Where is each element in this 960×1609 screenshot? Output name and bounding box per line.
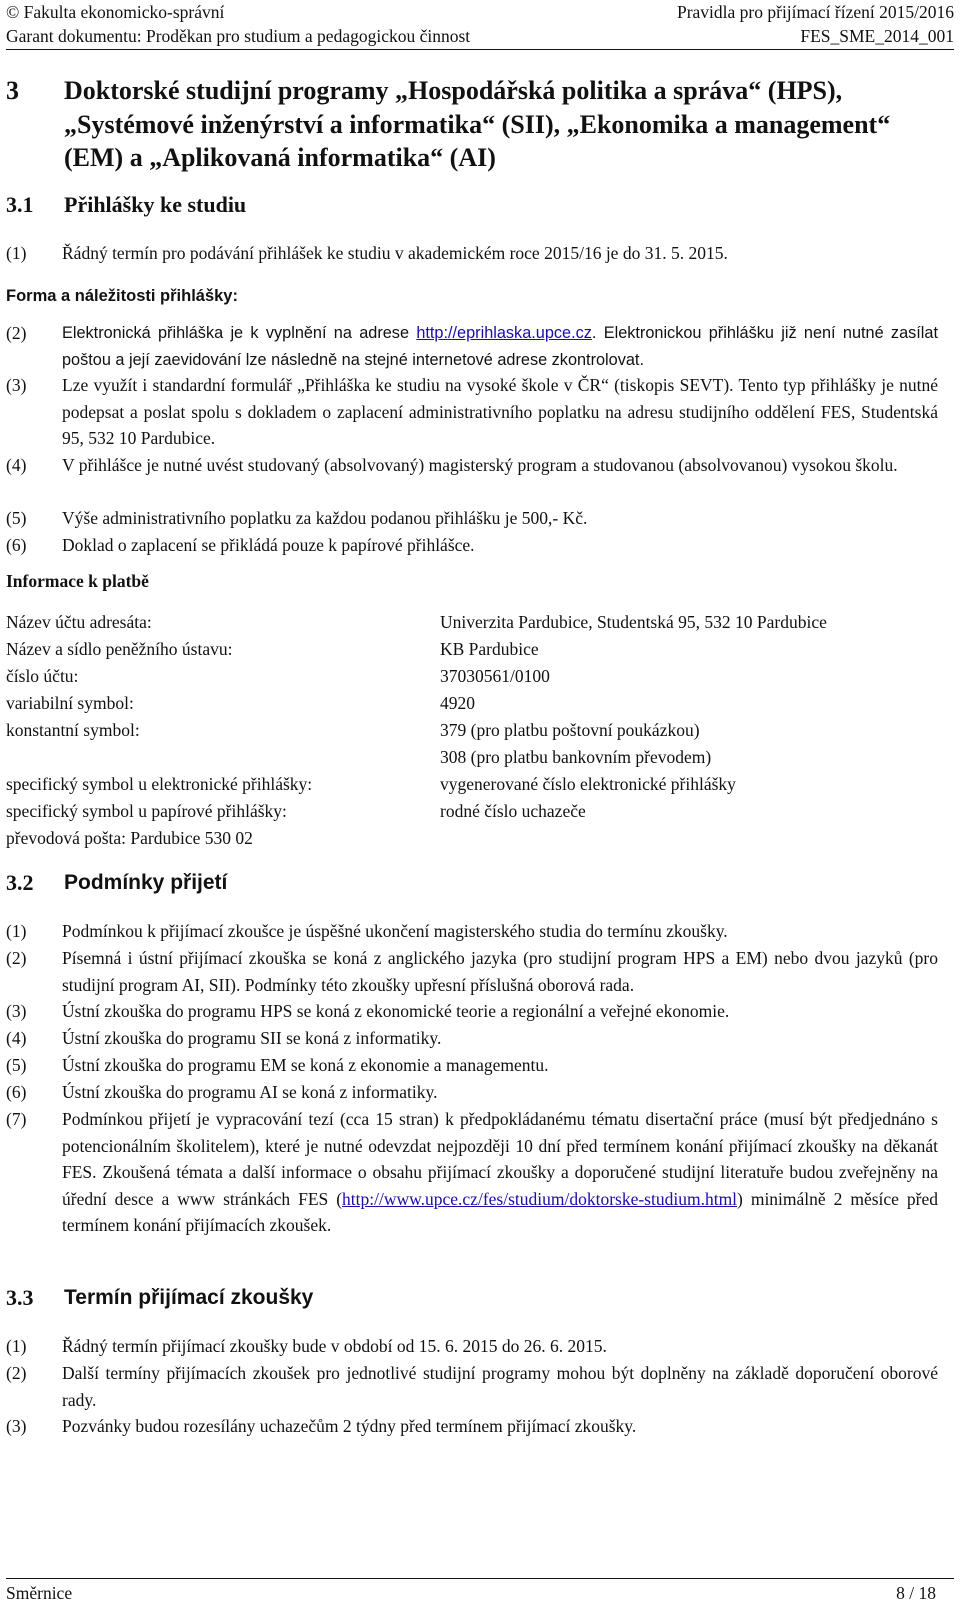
paragraph-number: (2) (6, 323, 27, 343)
payment-value: vygenerované číslo elektronické přihlášky (440, 774, 736, 794)
payment-value: 308 (pro platbu bankovním převodem) (440, 747, 712, 767)
payment-label: specifický symbol u elektronické přihlášky: (6, 774, 313, 794)
paragraph-number: (2) (6, 1363, 27, 1383)
header-divider (6, 49, 954, 50)
payment-value: KB Pardubice (440, 639, 539, 659)
paragraph-number: (6) (6, 1082, 27, 1102)
application-form-heading: Forma a náležitosti přihlášky: (6, 287, 238, 305)
paragraph-number: (1) (6, 921, 27, 941)
paragraph-text: Doklad o zaplacení se přikládá pouze k papírové přihlášce. (62, 535, 475, 555)
payment-label: variabilní symbol: (6, 693, 134, 713)
payment-value: 4920 (440, 693, 475, 713)
paragraph-number: (3) (6, 1416, 27, 1436)
paragraph-number: (1) (6, 243, 27, 263)
text-fragment: Podmínkou přijetí je vypracování tezí (cca 15 stran) k předpokládanému tématu disertační práce (musí být předjednáno s potencionálním školitelem), které je nutné odevzdat nejpozději 10 dní před termínem konání přijímací zkoušky na děkanát FES. Zkoušená témata a další informace o obsahu přijímací zkoušky a doporučené studijní literatuře budou zveřejněny na úřední desce a www stránkách FES ( (62, 1109, 938, 1209)
payment-value: 379 (pro platbu poštovní poukázkou) (440, 720, 700, 740)
header-faculty: © Fakulta ekonomicko-správní (6, 2, 225, 22)
paragraph-text: Další termíny přijímacích zkoušek pro jednotlivé studijní programy mohou být doplněny na základě doporučení oborové rady. (62, 1363, 938, 1410)
section-title: Termín přijímací zkoušky (64, 1286, 314, 1309)
paragraph-number: (4) (6, 1028, 27, 1048)
paragraph-number: (4) (6, 455, 27, 475)
payment-value: rodné číslo uchazeče (440, 801, 586, 821)
paragraph-number: (6) (6, 535, 27, 555)
header-guarantor: Garant dokumentu: Proděkan pro studium a pedagogickou činnost (6, 26, 471, 46)
paragraph-text: Ústní zkouška do programu HPS se koná z ekonomické teorie a regionální a veřejné ekonomie. (62, 1001, 730, 1021)
payment-label: Název a sídlo peněžního ústavu: (6, 639, 233, 659)
text-fragment: ) minimálně 2 měsíce před termínem konání přijímacích zkoušek. (62, 1188, 938, 1235)
paragraph-text (62, 1106, 938, 1239)
paragraph-text: Pozvánky budou rozesílány uchazečům 2 týdny před termínem přijímací zkoušky. (62, 1416, 637, 1436)
header-doc-title: Pravidla pro přijímací řízení 2015/2016 (676, 2, 954, 22)
page-number: 8 / 18 (896, 1583, 936, 1603)
footer-doc-type: Směrnice (6, 1583, 73, 1603)
text-fragment: . Elektronickou přihlášku již není nutné zasílat poštou a její zaevidování lze následně na stejné internetové adrese zkontrolovat. (62, 324, 938, 369)
section-number: 3.3 (6, 1285, 34, 1310)
payment-label: Název účtu adresáta: (6, 612, 152, 632)
paragraph-text: Ústní zkouška do programu SII se koná z informatiky. (62, 1028, 442, 1048)
paragraph-text: Písemná i ústní přijímací zkouška se koná z anglického jazyka (pro studijní program HPS a EM) nebo dvou jazyků (pro studijní program AI, SII). Podmínky této zkoušky upřesní příslušná oborová rada. (62, 948, 938, 995)
section-number: 3.1 (6, 192, 34, 217)
paragraph-text: Ústní zkouška do programu EM se koná z ekonomie a managementu. (62, 1055, 549, 1075)
payment-info-heading: Informace k platbě (6, 571, 149, 591)
paragraph-text: Řádný termín pro podávání přihlášek ke studiu v akademickém roce 2015/16 je do 31. 5. 2015. (62, 243, 728, 263)
payment-label: konstantní symbol: (6, 720, 140, 740)
section-title: Doktorské studijní programy „Hospodářská politika a správa“ (HPS), „Systémové inženýrství a informatika“ (SII), „Ekonomika a management“ (EM) a „Aplikovaná informatika“ (AI) (64, 76, 891, 172)
payment-value: Univerzita Pardubice, Studentská 95, 532 10 Pardubice (440, 612, 827, 632)
header-doc-id: FES_SME_2014_001 (800, 26, 954, 46)
section-number: 3.2 (6, 870, 34, 895)
paragraph-number: (3) (6, 1001, 27, 1021)
paragraph-number: (5) (6, 1055, 27, 1075)
doctoral-study-link[interactable]: http://www.upce.cz/fes/studium/doktorske-studium.html (342, 1188, 738, 1209)
paragraph-text: Lze využít i standardní formulář „Přihláška ke studiu na vysoké škole v ČR“ (tiskopis SEVT). Tento typ přihlášky je nutné podepsat a poslat spolu s dokladem o zaplacení administrativního poplatku na adresu studijního oddělení FES, Studentská 95, 532 10 Pardubice. (62, 375, 938, 448)
paragraph-number: (7) (6, 1109, 27, 1129)
payment-label: převodová pošta: Pardubice 530 02 (6, 828, 253, 848)
paragraph-text (62, 320, 938, 373)
paragraph-number: (5) (6, 508, 27, 528)
payment-label: číslo účtu: (6, 666, 79, 686)
text-fragment: Elektronická přihláška je k vyplnění na adrese (62, 324, 417, 342)
section-title: Podmínky přijetí (64, 871, 228, 894)
paragraph-number: (3) (6, 375, 27, 395)
paragraph-text: Podmínkou k přijímací zkoušce je úspěšné ukončení magisterského studia do termínu zkoušky. (62, 921, 728, 941)
payment-label: specifický symbol u papírové přihlášky: (6, 801, 287, 821)
paragraph-number: (2) (6, 948, 27, 968)
paragraph-text: V přihlášce je nutné uvést studovaný (absolvovaný) magisterský program a studovanou (absolvovanou) vysokou školu. (62, 455, 898, 475)
eprihlaska-link[interactable]: http://eprihlaska.upce.cz (416, 324, 592, 342)
paragraph-text: Výše administrativního poplatku za každou podanou přihlášku je 500,- Kč. (62, 508, 588, 528)
payment-value: 37030561/0100 (440, 666, 550, 686)
section-number: 3 (6, 76, 19, 105)
paragraph-number: (1) (6, 1336, 27, 1356)
paragraph-text: Řádný termín přijímací zkoušky bude v období od 15. 6. 2015 do 26. 6. 2015. (62, 1336, 607, 1356)
paragraph-text: Ústní zkouška do programu AI se koná z informatiky. (62, 1082, 438, 1102)
footer-divider (6, 1578, 954, 1579)
section-title: Přihlášky ke studiu (64, 192, 247, 217)
